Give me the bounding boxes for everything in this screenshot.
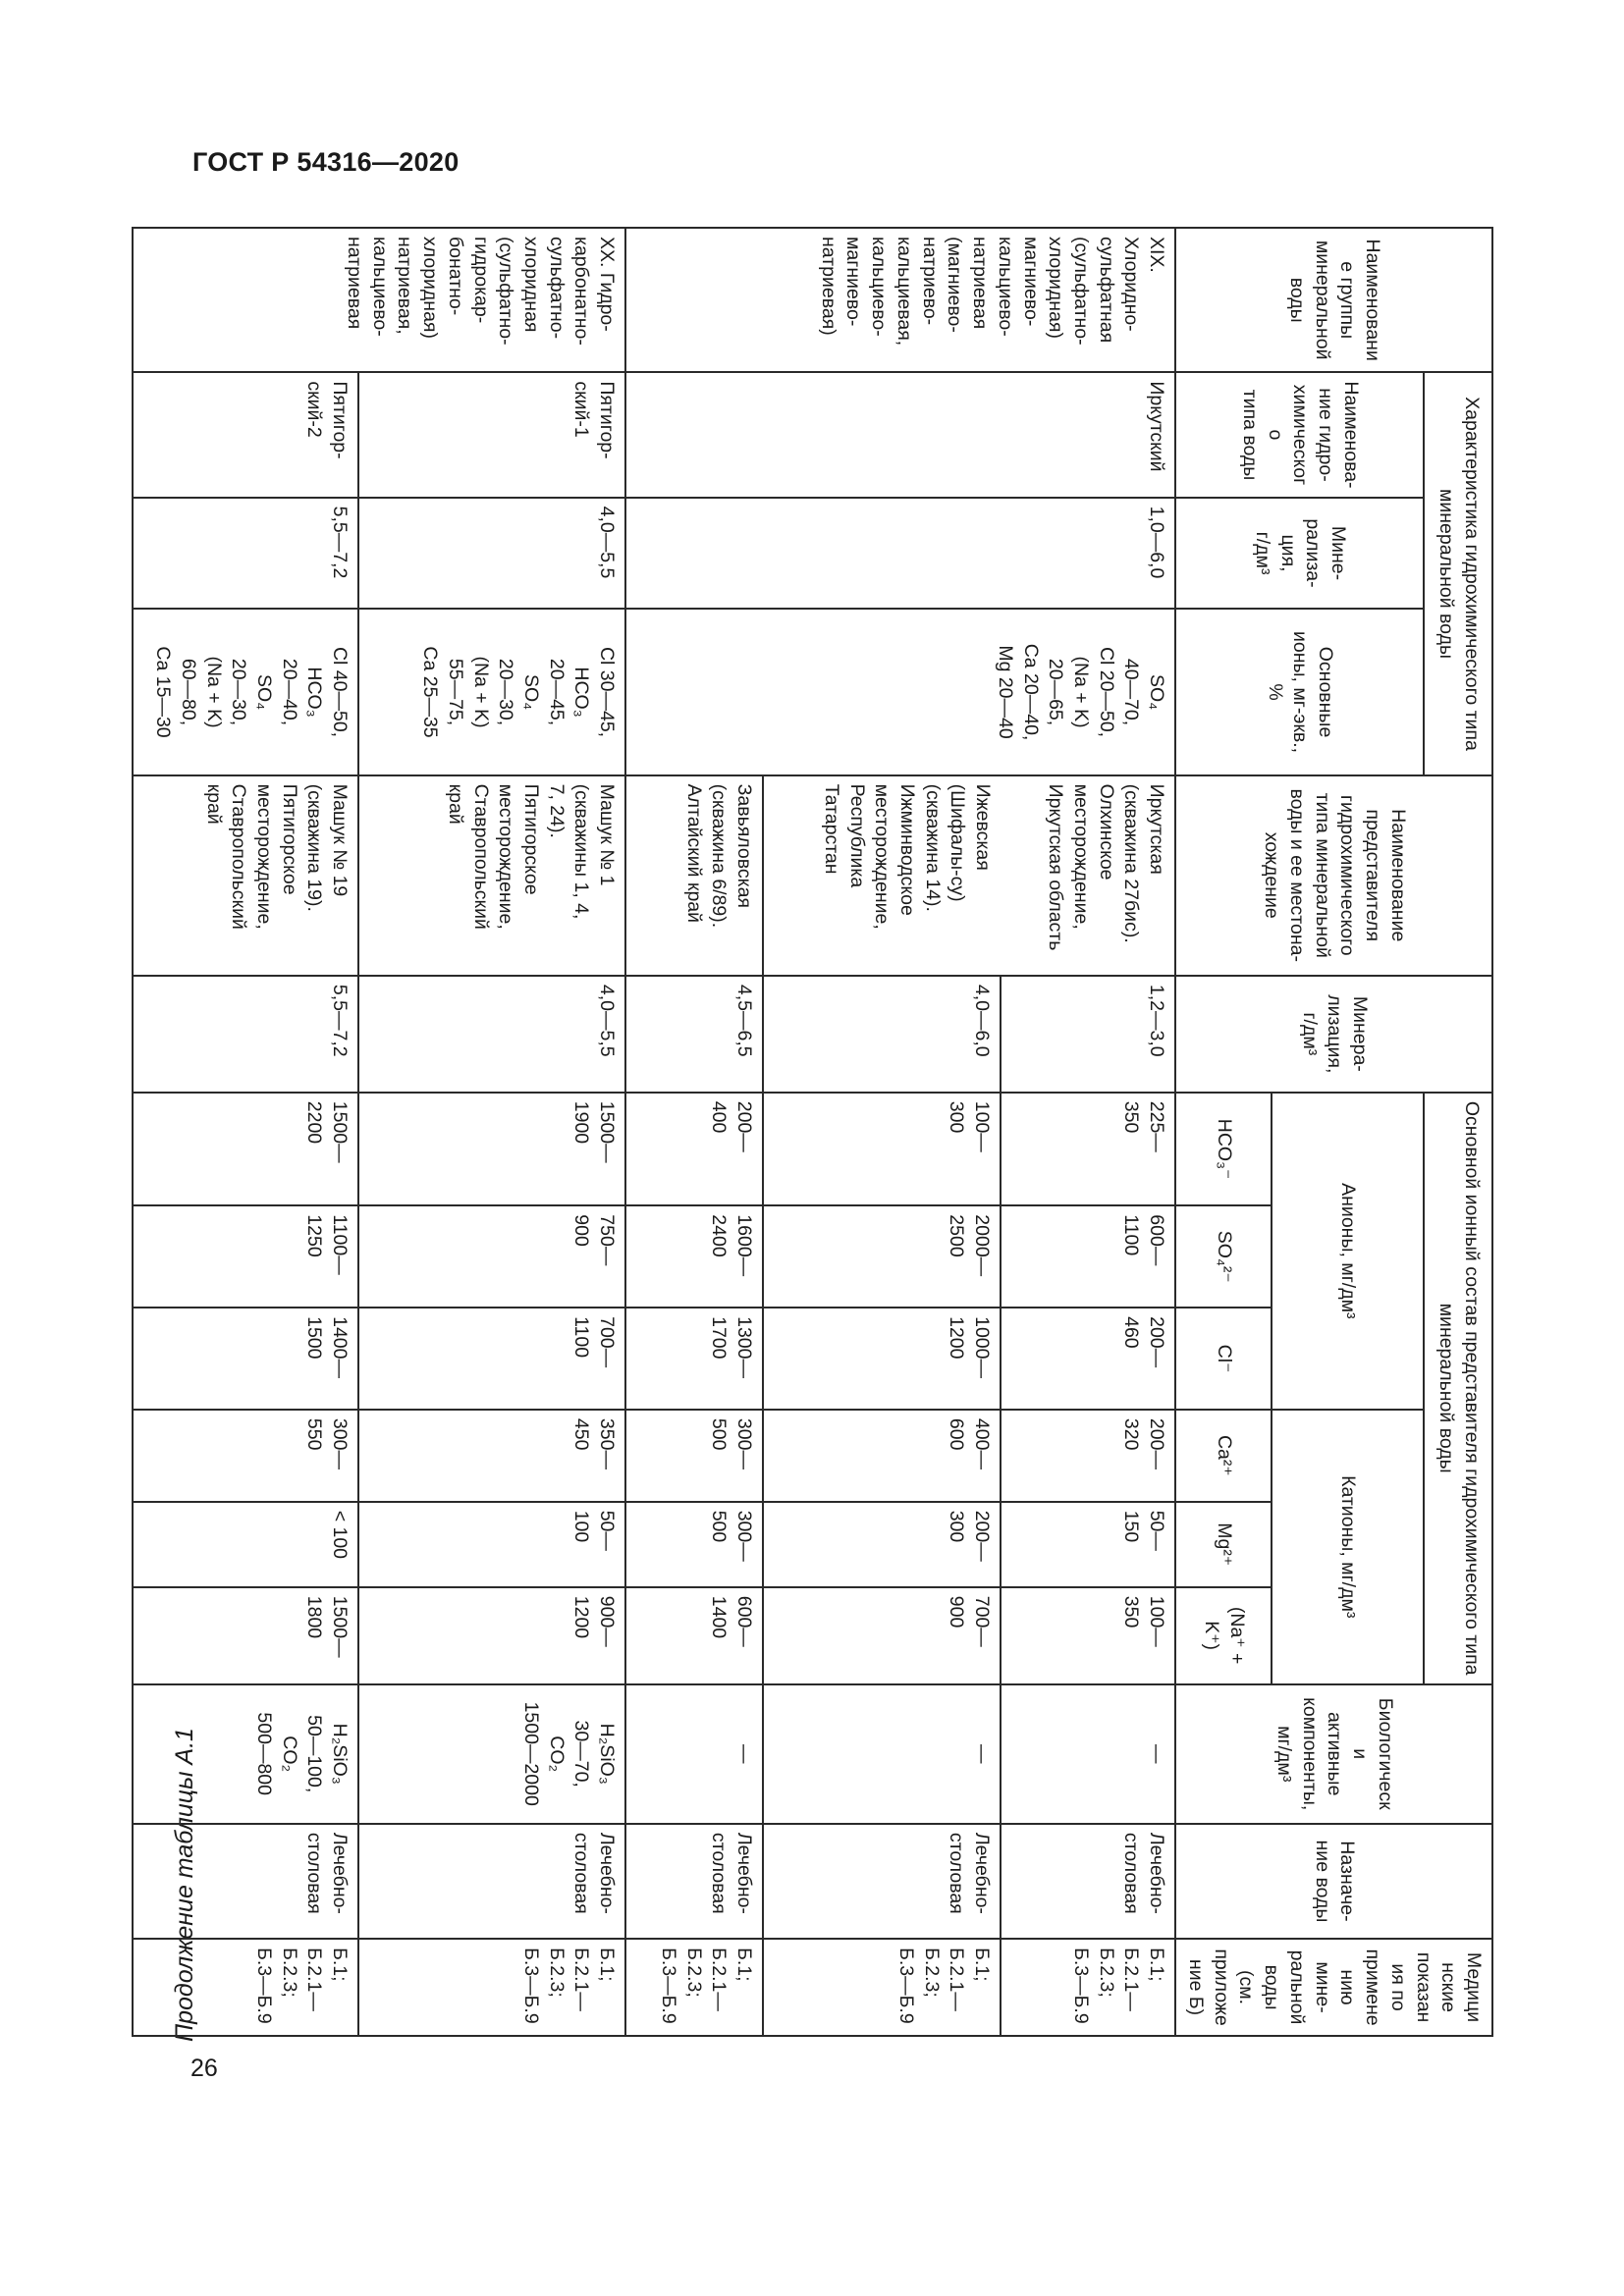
mg-cell: 50—100 — [358, 1502, 625, 1587]
main-ions-cell: Cl 40—50, HCO₃ 20—40, SO₄ 20—30, (Na + K) 60—80, Ca 15—30 — [133, 609, 358, 774]
header-anions: Анионы, мг/дм³ — [1272, 1093, 1424, 1410]
bio-cell: — — [763, 1684, 1001, 1824]
so4-cell: 750— 900 — [358, 1205, 625, 1308]
header-representative-name: Наименование представителя гидрохимического типа минеральной воды и ее местона- хождение — [1175, 775, 1492, 976]
header-mg: Mg²⁺ — [1175, 1502, 1272, 1587]
so4-cell: 600— 1100 — [1001, 1205, 1175, 1308]
nak-cell: 900— 1200 — [358, 1587, 625, 1684]
representative-name-cell: Иркутская (скважина 27бис). Олхинское месторождение, Иркутская область — [1001, 775, 1175, 976]
purpose-cell: Лечебно- столовая — [625, 1824, 763, 1939]
rep-mineralization-cell: 4,0—6,0 — [763, 976, 1001, 1093]
header-ca: Ca²⁺ — [1175, 1410, 1272, 1502]
header-medical: Медицинские показания по применению мине- ральной воды (см. приложение Б) — [1175, 1939, 1492, 2036]
representative-name-cell: Машук № 1 (скважины 1, 4, 7, 24). Пятигорское месторождение, Ставропольский край — [358, 775, 625, 976]
cl-cell: 1000— 1200 — [763, 1308, 1001, 1410]
hco3-cell: 100— 300 — [763, 1093, 1001, 1206]
purpose-cell: Лечебно- столовая — [358, 1824, 625, 1939]
cl-cell: 1400— 1500 — [133, 1308, 358, 1410]
representative-name-cell: Машук № 19 (скважина 19). Пятигорское месторождение, Ставропольский край — [133, 775, 358, 976]
header-so4: SO₄²⁻ — [1175, 1205, 1272, 1308]
purpose-cell: Лечебно- столовая — [763, 1824, 1001, 1939]
medical-cell: Б.1; Б.2.1— Б.2.3; Б.3—Б.9 — [763, 1939, 1001, 2036]
header-group-name: Наименование группы минеральной воды — [1175, 228, 1492, 372]
cl-cell: 1300— 1700 — [625, 1308, 763, 1410]
medical-cell: Б.1; Б.2.1— Б.2.3; Б.3—Б.9 — [133, 1939, 358, 2036]
main-ions-cell: SO₄ 40—70, Cl 20—50, (Na + K) 20—65, Ca 20—40, Mg 20—40 — [625, 609, 1175, 774]
nak-cell: 700— 900 — [763, 1587, 1001, 1684]
header-characteristic: Характеристика гидрохимического типа минеральной воды — [1424, 372, 1492, 774]
header-cl: Cl⁻ — [1175, 1308, 1272, 1410]
cl-cell: 700— 1100 — [358, 1308, 625, 1410]
header-hco3: HCO₃⁻ — [1175, 1093, 1272, 1206]
table-row — [1001, 228, 1175, 2036]
group-name-cell: XIX. Хлоридно- сульфатная (сульфатно- хлоридная) магниево- кальциево- натриевая (магниево- натриево- кальциевая, кальциево- магниево- натриевая) — [625, 228, 1175, 372]
nak-cell: 600— 1400 — [625, 1587, 763, 1684]
header-nak: (Na⁺ + K⁺) — [1175, 1587, 1272, 1684]
header-type-mineralization: Мине- рализа- ция, г/дм³ — [1175, 498, 1424, 610]
so4-cell: 1600— 2400 — [625, 1205, 763, 1308]
header-type-name: Наименова- ние гидро- химического типа воды — [1175, 372, 1424, 497]
type-name-cell: Пятигор- ский-2 — [133, 372, 358, 497]
ca-cell: 200— 320 — [1001, 1410, 1175, 1502]
medical-cell: Б.1; Б.2.1— Б.2.3; Б.3—Б.9 — [358, 1939, 625, 2036]
representative-name-cell: Завьяловская (скважина 6/89). Алтайский край — [625, 775, 763, 976]
table-row — [358, 228, 625, 2036]
bio-cell: H₂SiO₃ 30—70, CO₂ 1500—2000 — [358, 1684, 625, 1824]
type-mineralization-cell: 4,0—5,5 — [358, 498, 625, 610]
header-purpose: Назначе- ние воды — [1175, 1824, 1492, 1939]
type-name-cell: Иркутский — [625, 372, 1175, 497]
nak-cell: 1500— 1800 — [133, 1587, 358, 1684]
ca-cell: 350— 450 — [358, 1410, 625, 1502]
bio-cell: — — [1001, 1684, 1175, 1824]
main-ions-cell: Cl 30—45, HCO₃ 20—45, SO₄ 20—30, (Na + K) 55—75, Ca 25—35 — [358, 609, 625, 774]
so4-cell: 1100— 1250 — [133, 1205, 358, 1308]
ca-cell: 300— 500 — [625, 1410, 763, 1502]
type-name-cell: Пятигор- ский-1 — [358, 372, 625, 497]
hco3-cell: 1500— 2200 — [133, 1093, 358, 1206]
bio-cell: H₂SiO₃ 50—100, CO₂ 500—800 — [133, 1684, 358, 1824]
nak-cell: 100— 350 — [1001, 1587, 1175, 1684]
header-bio-components: Биологически активные компоненты, мг/дм³ — [1175, 1684, 1492, 1824]
cl-cell: 200— 460 — [1001, 1308, 1175, 1410]
mg-cell: < 100 — [133, 1502, 358, 1587]
rep-mineralization-cell: 4,5—6,5 — [625, 976, 763, 1093]
group-name-cell: XX. Гидро- карбонатно- сульфатно- хлоридная (сульфатно- гидрокар- бонатно- хлоридная) натриевая, кальциево- натриевая — [133, 228, 625, 372]
medical-cell: Б.1; Б.2.1— Б.2.3; Б.3—Б.9 — [1001, 1939, 1175, 2036]
bio-cell: — — [625, 1684, 763, 1824]
ca-cell: 300— 550 — [133, 1410, 358, 1502]
ca-cell: 400— 600 — [763, 1410, 1001, 1502]
mineral-water-table — [132, 227, 1493, 2037]
medical-cell: Б.1; Б.2.1— Б.2.3; Б.3—Б.9 — [625, 1939, 763, 2036]
type-mineralization-cell: 5,5—7,2 — [133, 498, 358, 610]
hco3-cell: 1500— 1900 — [358, 1093, 625, 1206]
so4-cell: 2000— 2500 — [763, 1205, 1001, 1308]
mg-cell: 200— 300 — [763, 1502, 1001, 1587]
mg-cell: 300— 500 — [625, 1502, 763, 1587]
purpose-cell: Лечебно- столовая — [1001, 1824, 1175, 1939]
rep-mineralization-cell: 5,5—7,2 — [133, 976, 358, 1093]
table-row — [133, 228, 358, 2036]
page-number: 26 — [190, 2055, 218, 2082]
document-code: ГОСТ Р 54316—2020 — [192, 147, 460, 177]
representative-name-cell: Ижевская (Шифалы-су) (скважина 14). Ижминводское месторождение, Республика Татарстан — [763, 775, 1001, 976]
hco3-cell: 225— 350 — [1001, 1093, 1175, 1206]
table-caption: Продолжение таблицы А.1 — [171, 1728, 198, 2042]
mg-cell: 50—150 — [1001, 1502, 1175, 1587]
rep-mineralization-cell: 1,2—3,0 — [1001, 976, 1175, 1093]
hco3-cell: 200— 400 — [625, 1093, 763, 1206]
table-container — [132, 227, 1493, 2037]
header-cations: Катионы, мг/дм³ — [1272, 1410, 1424, 1684]
header-ionic-composition: Основной ионный состав представителя гидрохимического типа минеральной воды — [1424, 1093, 1492, 1684]
purpose-cell: Лечебно- столовая — [133, 1824, 358, 1939]
header-main-ions: Основные ионы, мг-экв., % — [1175, 609, 1424, 774]
rep-mineralization-cell: 4,0—5,5 — [358, 976, 625, 1093]
header-rep-mineralization: Минера- лизация, г/дм³ — [1175, 976, 1492, 1093]
type-mineralization-cell: 1,0—6,0 — [625, 498, 1175, 610]
